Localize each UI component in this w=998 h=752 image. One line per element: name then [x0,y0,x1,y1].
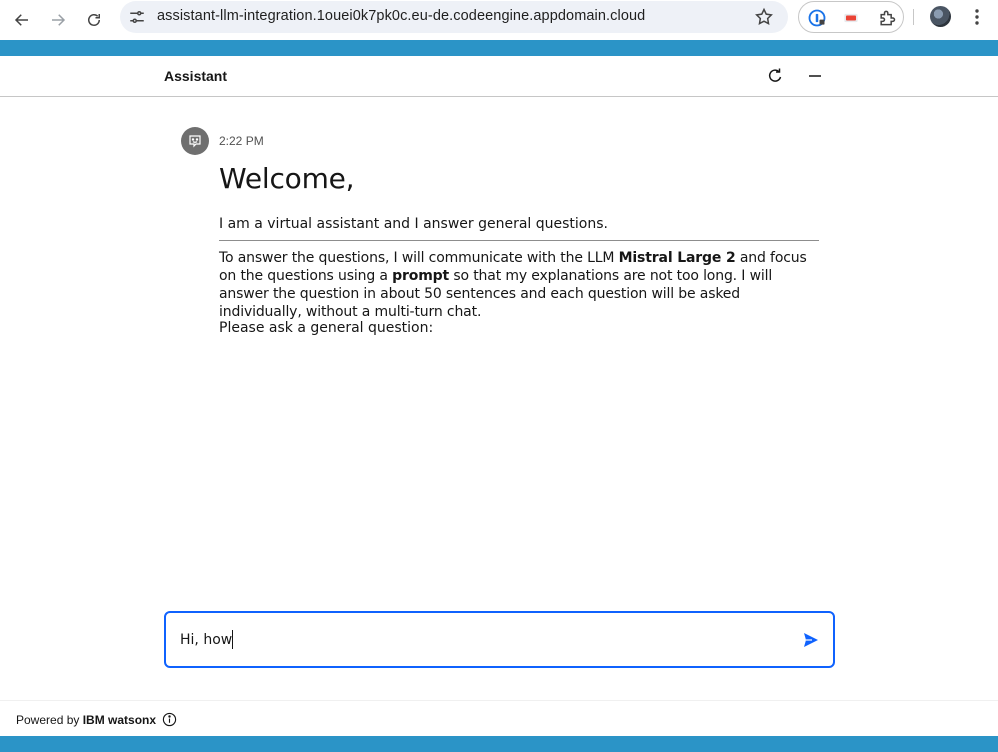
message-input-box[interactable] [164,611,835,668]
address-bar[interactable] [120,1,788,33]
extension-red-icon[interactable] [841,8,861,28]
back-arrow-icon[interactable] [8,6,36,34]
message-divider [219,240,819,241]
url-text[interactable]: assistant-llm-integration.1ouei0k7pk0c.eu-de.codeengine.appdomain.cloud [157,8,646,24]
kebab-menu-icon[interactable] [968,7,986,27]
intro-text: I am a virtual assistant and I answer general questions. [219,216,608,232]
page-frame-bottom [0,736,998,752]
bot-avatar [181,127,209,155]
extensions-puzzle-icon[interactable] [877,8,897,28]
message-input[interactable] [180,629,770,651]
send-icon[interactable] [802,631,820,649]
extensions-group [798,1,904,33]
extension-1password-icon[interactable] [807,8,827,28]
model-name: Mistral Large 2 [618,250,736,266]
browser-toolbar [0,0,998,40]
powered-by-text [16,713,156,727]
assistant-title: Assistant [164,68,228,84]
text-caret [232,630,233,649]
reload-icon[interactable] [80,6,108,34]
powered-prefix: Powered by [16,713,83,727]
chat-bot-icon [187,133,203,149]
powered-brand: IBM watsonx [82,713,157,727]
site-settings-icon[interactable] [128,8,146,26]
explanation-paragraph [219,249,821,321]
toolbar-separator [913,9,914,25]
restart-icon[interactable] [765,66,785,86]
info-icon[interactable] [162,712,177,727]
forward-arrow-icon[interactable] [44,6,72,34]
profile-avatar[interactable] [930,6,951,27]
message-timestamp: 2:22 PM [219,134,264,148]
assistant-footer [0,700,998,737]
para-text-3: so that my explanations are not too long. I will answer the question in about 50 sentences and each question will be asked individually, without a multi-turn chat. [219,268,773,320]
assistant-header [0,56,998,97]
welcome-heading: Welcome, [219,162,355,195]
para-text-2: and focus on the questions using a [219,250,807,284]
para-text-1: To answer the questions, I will communicate with the LLM [219,250,619,266]
page-frame-top [0,40,998,56]
prompt-keyword: prompt [392,268,450,284]
bookmark-star-icon[interactable] [754,7,774,27]
minimize-icon[interactable] [805,66,825,86]
ask-prompt-text: Please ask a general question: [219,320,434,336]
